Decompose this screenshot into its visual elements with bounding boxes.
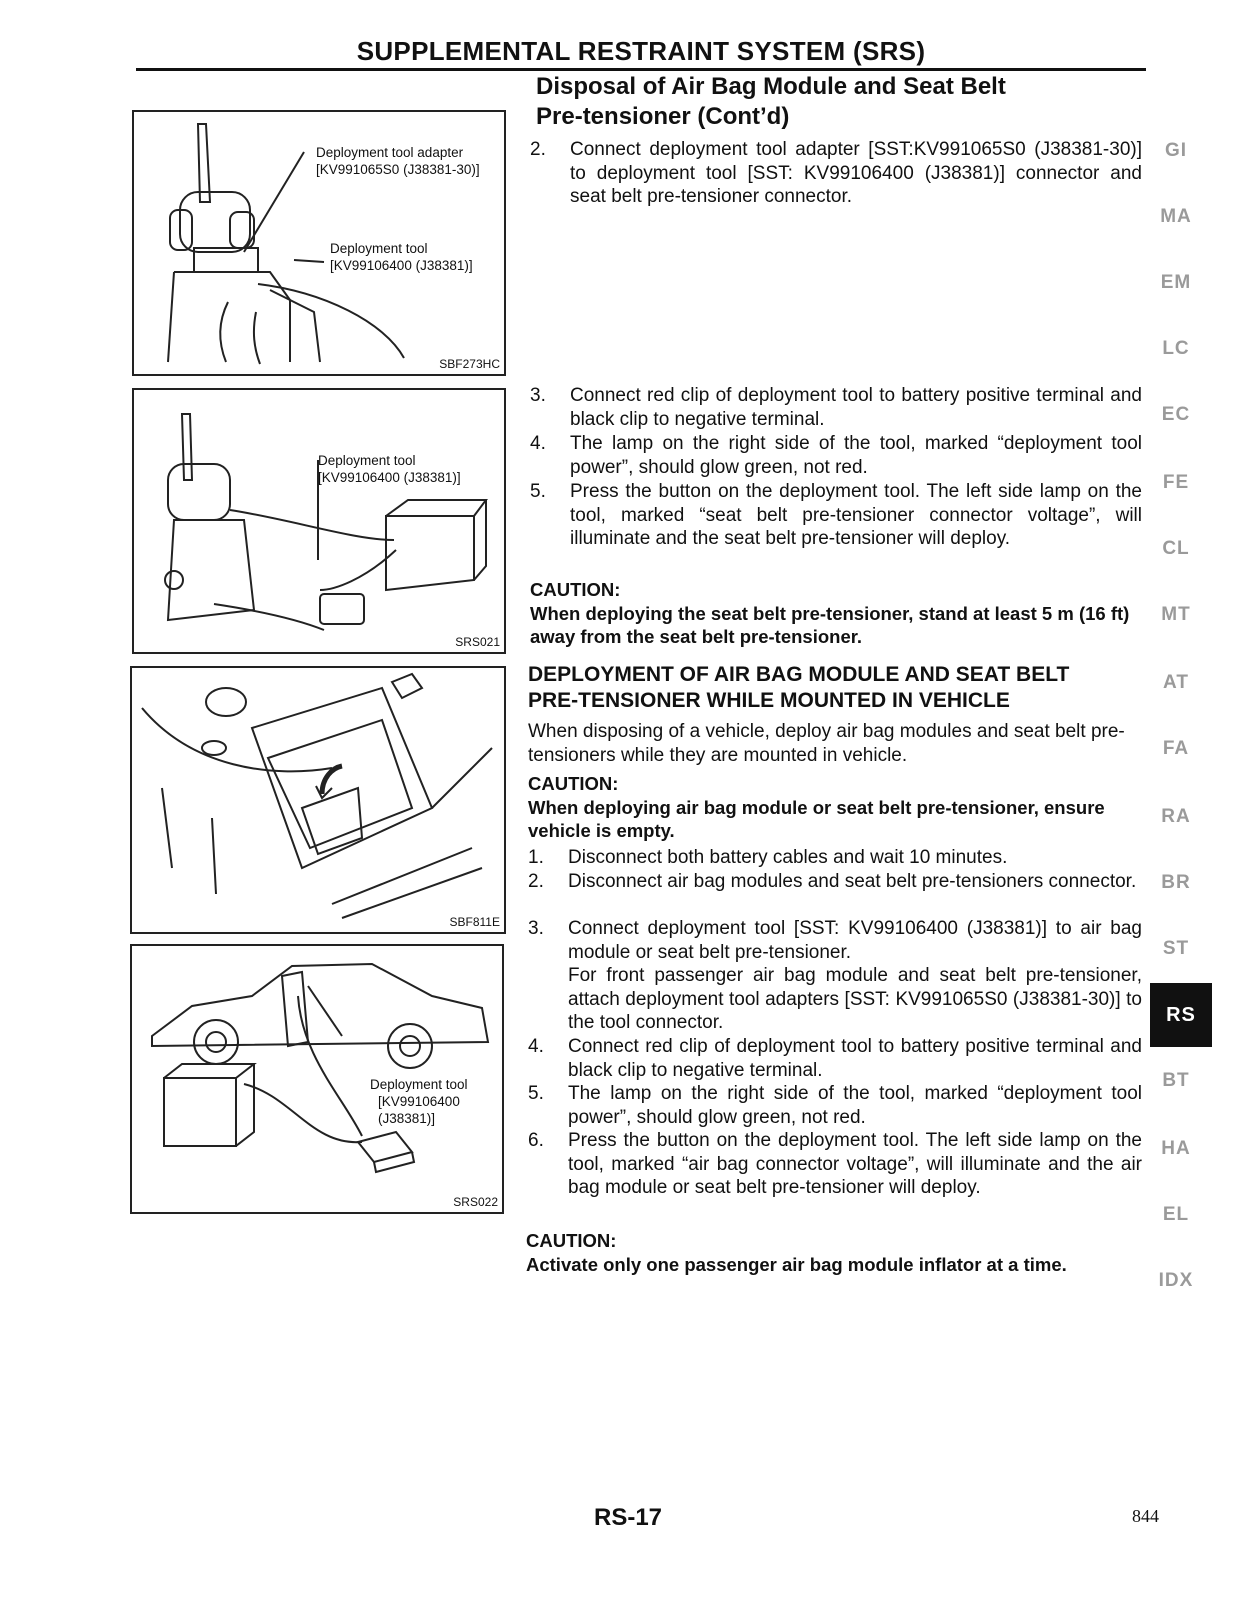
side-tab-em[interactable]: EM [1160,272,1192,293]
side-tab-ma[interactable]: MA [1160,206,1192,227]
step-number: 3. [530,385,546,406]
side-tab-at[interactable]: AT [1163,672,1189,693]
side-tab-idx[interactable]: IDX [1158,1270,1194,1291]
side-tab-ha[interactable]: HA [1161,1138,1191,1159]
figure-2-label-tool-part: [KV99106400 (J38381)] [318,470,461,485]
figure-2-code: SRS021 [455,635,500,649]
step-text: Connect deployment tool [SST: KV99106400 (J38381)] to air bag module or seat belt pre-tensioner. [568,918,1142,963]
step-number: 5. [530,481,546,502]
step-text: The lamp on the right side of the tool, marked “deployment tool power”, should glow green, not red. [568,1083,1142,1128]
step-b-6 [528,1129,1142,1200]
step-number: 2. [530,139,546,160]
figure-3-code: SBF811E [449,915,500,929]
caution-text: Activate only one passenger air bag module inflator at a time. [526,1253,1067,1275]
step-b-2 [528,870,1142,894]
step-a-4 [530,432,1142,479]
side-tab-gi[interactable]: GI [1164,140,1188,161]
subsection-intro: When disposing of a vehicle, deploy air bag modules and seat belt pre-tensioners while they are mounted in vehicle. [528,721,1125,766]
step-number: 1. [528,847,544,868]
figure-battery-connection [132,388,506,654]
caution-label: CAUTION: [526,1230,617,1251]
step-text: Disconnect both battery cables and wait 10 minutes. [568,847,1008,868]
caution-text: When deploying the seat belt pre-tensioner, stand at least 5 m (16 ft) away from the seat belt pre-tensioner. [530,602,1130,647]
side-tab-mt[interactable]: MT [1161,604,1191,625]
step-number: 6. [528,1130,544,1151]
step-a-5 [530,480,1142,551]
footer-page-label: RS-17 [594,1504,663,1531]
side-tab-br[interactable]: BR [1161,872,1191,893]
page-header-title: SUPPLEMENTAL RESTRAINT SYSTEM (SRS) [356,36,926,66]
figure-1-code: SBF273HC [439,357,500,371]
step-number: 4. [530,433,546,454]
step-text: Press the button on the deployment tool. The left side lamp on the tool, marked “air bag connector voltage”, will illuminate and the air bag module or seat belt pre-tensioner will deploy. [568,1130,1142,1198]
figure-2-label-tool: Deployment tool [318,453,416,468]
figure-deployment-tool-adapter [132,110,506,376]
step-text: Connect red clip of deployment tool to battery positive terminal and black clip to negative terminal. [568,1036,1142,1081]
figure-4-code: SRS022 [453,1195,498,1209]
figure-1-label-tool-part: [KV99106400 (J38381)] [330,258,473,273]
caution-label: CAUTION: [530,579,621,600]
figure-2-drawing [134,390,504,652]
step-a-2 [530,138,1142,209]
caution-1 [530,578,1142,649]
section-title-line1: Disposal of Air Bag Module and Seat Belt [536,73,1006,100]
figure-vehicle-deployment [130,944,504,1214]
step-number: 2. [528,871,544,892]
step-text: Press the button on the deployment tool. The left side lamp on the tool, marked “seat belt pre-tensioner connector voltage”, will illuminate and the seat belt pre-tensioner will deploy. [570,481,1142,549]
figure-3-drawing [132,668,504,932]
footer-page-number: 844 [1132,1506,1159,1526]
figure-4-label-tool: Deployment tool [370,1077,468,1092]
figure-4-label-tool-part2: (J38381)] [378,1111,436,1126]
side-tab-ra[interactable]: RA [1161,806,1191,827]
figure-glove-box-airbag [130,666,506,934]
step-text: The lamp on the right side of the tool, marked “deployment tool power”, should glow green, not red. [570,433,1142,478]
step-a-3 [530,384,1142,431]
caution-3 [526,1229,1146,1276]
figure-1-label-adapter: Deployment tool adapter [316,145,464,160]
side-tab-fa[interactable]: FA [1162,738,1190,759]
step-text: Connect red clip of deployment tool to battery positive terminal and black clip to negative terminal. [570,385,1142,430]
step-b-5 [528,1082,1142,1129]
step-number: 3. [528,918,544,939]
caution-2 [528,772,1142,843]
side-tab-cl[interactable]: CL [1162,538,1190,559]
step-b-4 [528,1035,1142,1082]
subsection-title-line1: DEPLOYMENT OF AIR BAG MODULE AND SEAT BELT [528,663,1070,686]
side-tab-lc[interactable]: LC [1162,338,1190,359]
figure-1-label-adapter-part: [KV991065S0 (J38381-30)] [316,162,480,177]
step-b-3 [528,917,1142,1035]
section-title-line2: Pre-tensioner (Cont’d) [536,103,790,130]
subsection-title-line2: PRE-TENSIONER WHILE MOUNTED IN VEHICLE [528,689,1010,712]
step-b-1 [528,846,1142,870]
figure-4-label-tool-part: [KV99106400 [378,1094,460,1109]
step-text: Disconnect air bag modules and seat belt pre-tensioners connector. [568,871,1137,892]
subsection-title [528,662,1138,714]
side-tab-el[interactable]: EL [1162,1204,1190,1225]
side-tab-ec[interactable]: EC [1161,404,1191,425]
side-tab-bt[interactable]: BT [1162,1070,1190,1091]
header-rule [136,68,1146,71]
caution-text: When deploying air bag module or seat belt pre-tensioner, ensure vehicle is empty. [528,796,1105,841]
step-number: 5. [528,1083,544,1104]
step-text: Connect deployment tool adapter [SST:KV991065S0 (J38381-30)] to deployment tool [SST: KV99106400 (J38381)] connector and seat belt pre-tensioner connector. [570,139,1142,207]
caution-label: CAUTION: [528,773,619,794]
side-tab-fe[interactable]: FE [1162,472,1190,493]
side-tab-rs-active[interactable]: RS [1150,983,1212,1047]
side-tab-st[interactable]: ST [1162,938,1190,959]
section-title [536,72,1136,132]
step-number: 4. [528,1036,544,1057]
figure-1-label-tool: Deployment tool [330,241,428,256]
step-extra-text: For front passenger air bag module and seat belt pre-tensioner, attach deployment tool adapters [SST: KV991065S0 (J38381-30)] to the tool connector. [568,965,1142,1033]
